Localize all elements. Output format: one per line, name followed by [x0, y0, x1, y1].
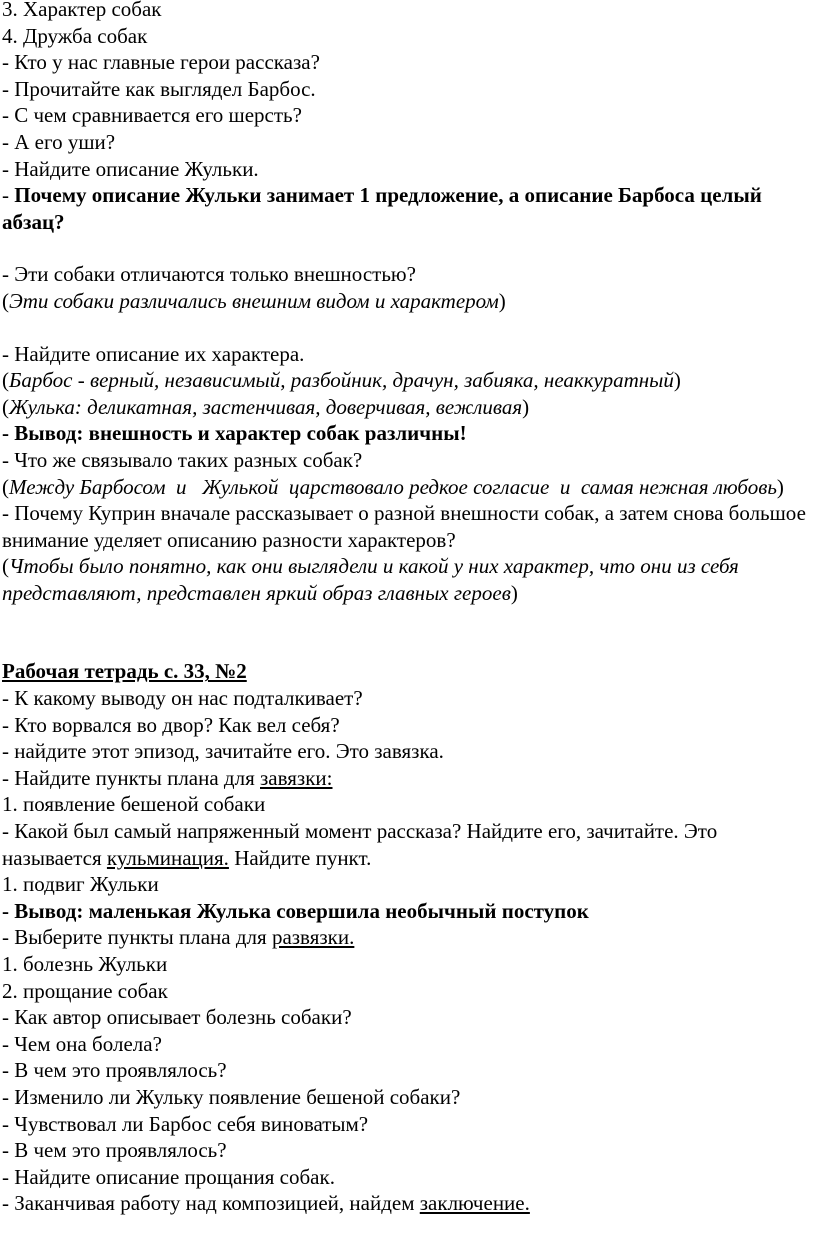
prefix-text: -	[2, 183, 15, 208]
bold-question-text: Почему описание Жульки занимает 1 предложение, а описание Барбоса целый абзац?	[2, 183, 768, 234]
suffix-text: Найдите пункт.	[228, 845, 372, 870]
question-ears: - А его уши?	[2, 129, 116, 154]
question-kuprin: - Почему Куприн вначале рассказывает о разной внешности собак, а затем снова большое внимание уделяет описанию разности характеров?	[2, 501, 812, 552]
paren-open: (	[2, 368, 9, 393]
answer-kuprin	[2, 553, 810, 606]
question-how-manifested-2: - В чем это проявлялось?	[2, 1138, 227, 1163]
answer-zhulka-character	[2, 394, 810, 421]
paren-close: )	[673, 368, 681, 393]
conclusion-character: - Вывод: внешность и характер собак различны!	[2, 421, 467, 446]
term-setup: завязки:	[260, 765, 333, 790]
prefix-text: - Найдите пункты плана для	[2, 765, 260, 790]
plan-setup-item-1: 1. появление бешеной собаки	[2, 792, 266, 817]
paren-open: (	[2, 554, 9, 579]
spacer	[2, 606, 810, 658]
question-zhulka-description: - Найдите описание Жульки.	[2, 156, 259, 181]
prefix-text: - Какой был самый напряженный момент рассказа? Найдите его, зачитайте. Это называется	[2, 819, 723, 870]
task-find-episode: - найдите этот эпизод, зачитайте его. Это завязка.	[2, 739, 444, 764]
answer-text: Чтобы было понятно, как они выглядели и какой у них характер, что они из себя представляют, представлен яркий образ главных героев	[2, 554, 745, 605]
answer-text: Барбос - верный, независимый, разбойник, драчун, забияка, неаккуратный	[9, 368, 674, 393]
task-plan-resolution	[2, 924, 810, 951]
question-climax	[2, 818, 810, 871]
term-conclusion: заключение.	[419, 1191, 530, 1216]
task-farewell-description: - Найдите описание прощания собак.	[2, 1164, 335, 1189]
question-zhulka-changed: - Изменило ли Жульку появление бешеной собаки?	[2, 1084, 461, 1109]
paren-close: )	[522, 394, 530, 419]
answer-appearance	[2, 288, 810, 315]
paren-close: )	[776, 474, 784, 499]
answer-text: Жулька: деликатная, застенчивая, доверчивая, вежливая	[9, 394, 523, 419]
question-how-manifested: - В чем это проявлялось?	[2, 1058, 227, 1083]
prefix-text: - Заканчивая работу над композицией, найдем	[2, 1191, 420, 1216]
plan-item-3: 3. Характер собак	[2, 0, 162, 21]
question-what-illness: - Чем она болела?	[2, 1031, 162, 1056]
term-climax: кульминация.	[106, 845, 229, 870]
answer-text: Между Барбосом и Жулькой царствовало редкое согласие и самая нежная любовь	[9, 474, 777, 499]
question-barbos-guilty: - Чувствовал ли Барбос себя виноватым?	[2, 1111, 369, 1136]
term-resolution: развязки.	[271, 925, 355, 950]
answer-barbos-character	[2, 367, 810, 394]
question-illness-description: - Как автор описывает болезнь собаки?	[2, 1005, 352, 1030]
paren-close: )	[510, 580, 518, 605]
plan-item-4: 4. Дружба собак	[2, 23, 148, 48]
answer-text: Эти собаки различались внешним видом и характером	[9, 288, 499, 313]
question-barbos-look: - Прочитайте как выглядел Барбос.	[2, 76, 316, 101]
paren-open: (	[2, 288, 9, 313]
workbook-heading: Рабочая тетрадь с. 33, №2	[2, 659, 247, 684]
question-who-burst-in: - Кто ворвался во двор? Как вел себя?	[2, 712, 340, 737]
paren-close: )	[498, 288, 506, 313]
paren-open: (	[2, 474, 9, 499]
plan-resolution-item-2: 2. прощание собак	[2, 978, 168, 1003]
task-find-conclusion	[2, 1190, 810, 1217]
spacer	[2, 235, 810, 261]
spacer	[2, 315, 810, 341]
task-plan-setup	[2, 765, 810, 792]
question-appearance-only: - Эти собаки отличаются только внешностью?	[2, 262, 416, 287]
question-conclusion: - К какому выводу он нас подталкивает?	[2, 686, 363, 711]
paren-open: (	[2, 394, 9, 419]
question-character: - Найдите описание их характера.	[2, 341, 305, 366]
prefix-text: - Выберите пункты плана для	[2, 925, 272, 950]
question-fur: - С чем сравнивается его шерсть?	[2, 103, 302, 128]
plan-resolution-item-1: 1. болезнь Жульки	[2, 952, 168, 976]
conclusion-deed: - Вывод: маленькая Жулька совершила необычный поступок	[2, 898, 589, 923]
answer-harmony	[2, 474, 810, 501]
question-description-length	[2, 182, 810, 235]
question-what-connected: - Что же связывало таких разных собак?	[2, 447, 363, 472]
plan-climax-item-1: 1. подвиг Жульки	[2, 872, 159, 897]
question-main-heroes: - Кто у нас главные герои рассказа?	[2, 50, 320, 75]
